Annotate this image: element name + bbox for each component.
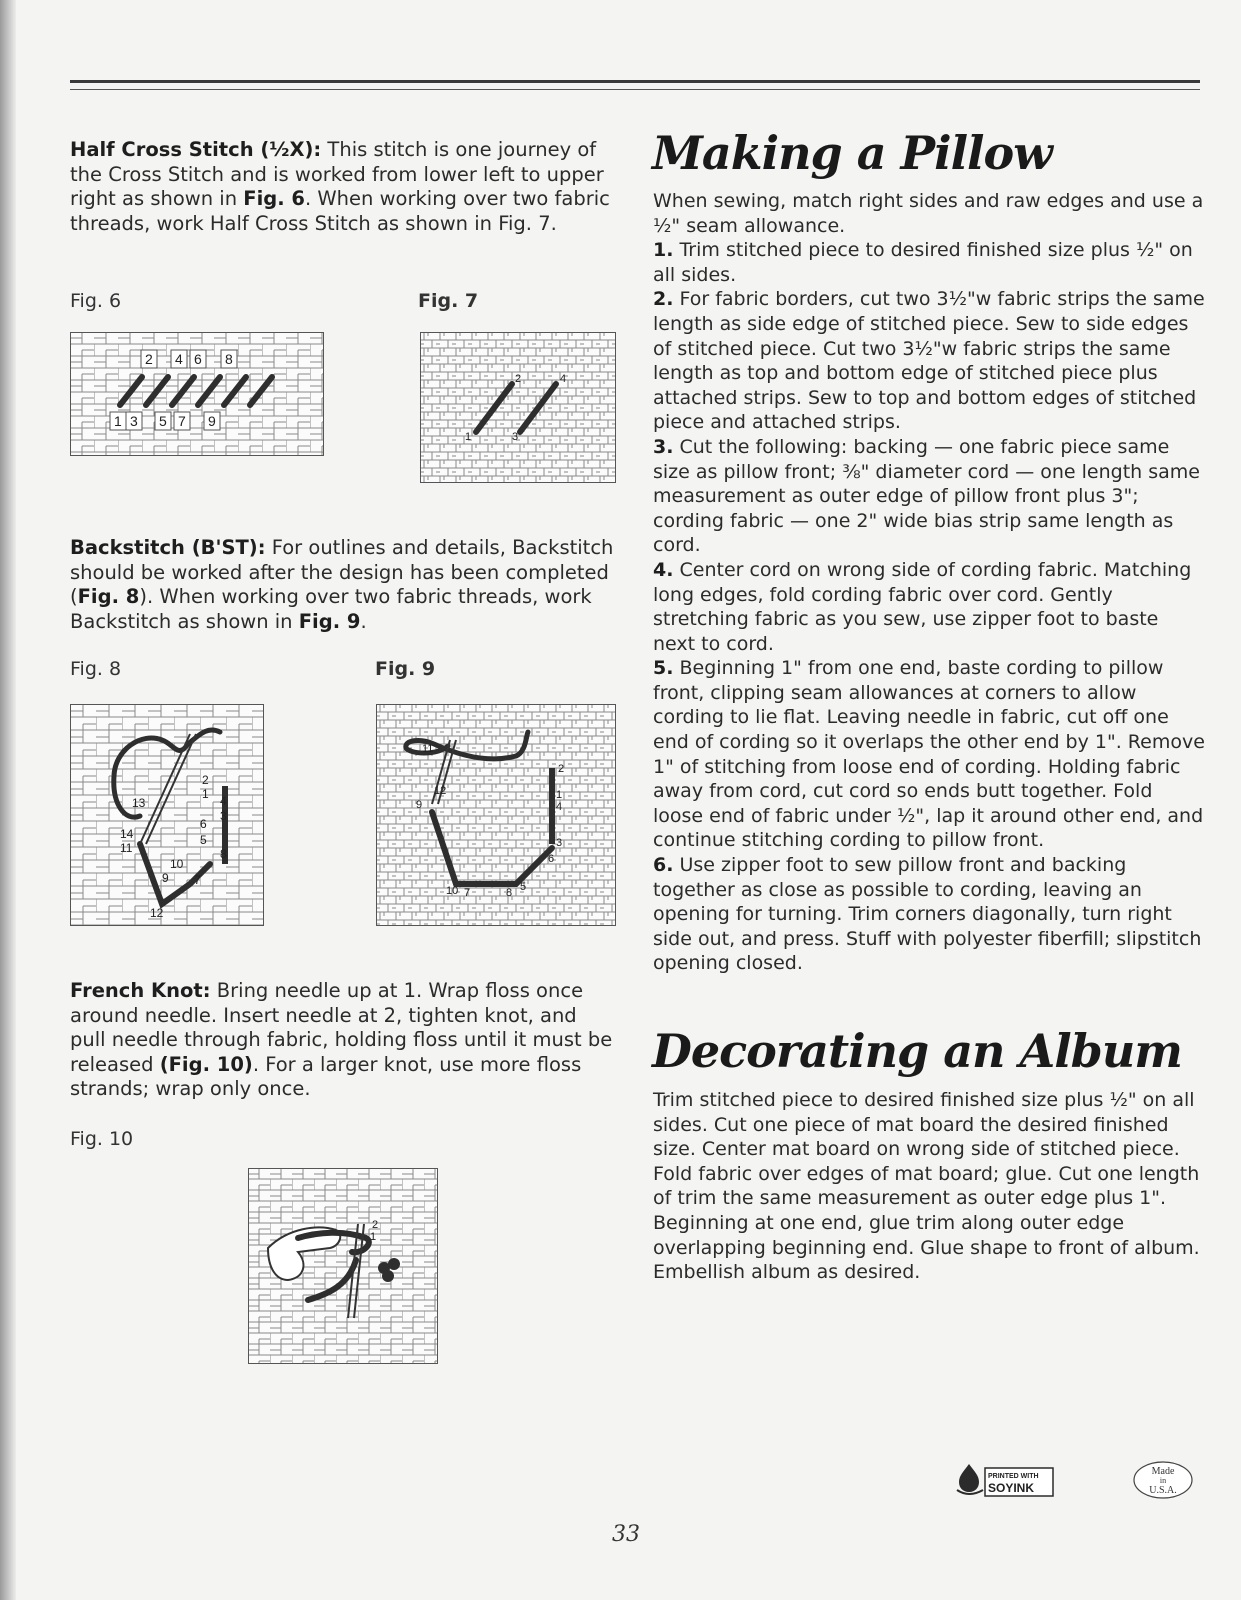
- soy-ink-line2: SOYINK: [988, 1481, 1035, 1495]
- fig9-num-10: 10: [446, 885, 459, 897]
- backstitch-paragraph: Backstitch (B'ST): For outlines and details, Backstitch should be worked after the design has been completed (Fig. 8). When working over two fabric threads, work Backstitch as shown in Fig. 9.: [70, 536, 614, 633]
- fig8-num-1: 1: [202, 787, 209, 801]
- fig8-reference: Fig. 8: [77, 585, 140, 609]
- page-number: 33: [612, 1522, 640, 1547]
- making-a-pillow-heading: Making a Pillow: [652, 126, 1052, 180]
- fig9-num-12: 12: [434, 785, 447, 797]
- made-in-usa-seal: [1132, 1460, 1194, 1500]
- header-rule-thick: [70, 80, 1200, 83]
- fig7-reference: Fig. 7: [498, 211, 551, 235]
- book-binding-shadow: [0, 0, 16, 1600]
- header-rule-thin: [70, 89, 1200, 90]
- fig9-num-5: 5: [520, 881, 527, 893]
- pillow-step-2: 2. For fabric borders, cut two 3½"w fabric strips the same length as side edge of stitched piece. Sew to side edges of stitched piece. Cut two 3½"w fabric strips the same length as top and bottom edge of stitched piece plus attached strips. Sew to top and bottom edges of stitched piece and attached strips.: [653, 288, 1205, 434]
- fig8-num-13: 13: [132, 796, 146, 810]
- fig6-num-9: 9: [208, 413, 216, 429]
- fig6-diagram: [70, 332, 324, 456]
- fig8-num-12: 12: [150, 906, 164, 920]
- fig9-num-6: 6: [548, 853, 555, 865]
- fig6-num-3: 3: [130, 413, 138, 429]
- fig7-diagram: [420, 332, 616, 483]
- half-cross-stitch-paragraph: Half Cross Stitch (½X): This stitch is one journey of the Cross Stitch and is worked from lower left to upper right as shown in Fig. 6. When working over two fabric threads, work Half Cross Stitch as shown in Fig. 7.: [70, 138, 610, 235]
- fig9-num-4: 4: [556, 801, 563, 813]
- fig8-num-10: 10: [170, 857, 184, 871]
- fig6-num-6: 6: [194, 351, 202, 367]
- half-cross-stitch-title: Half Cross Stitch (½X):: [70, 138, 322, 161]
- pillow-step-3: 3. Cut the following: backing — one fabric piece same size as pillow front; ⅜" diameter cord — one length same measurement as outer edge of pillow front plus 3"; cording fabric — one 2" wide bias strip same length as cord.: [653, 435, 1200, 557]
- fig6-num-8: 8: [225, 351, 233, 367]
- fig7-label: Fig. 7: [418, 290, 479, 312]
- fig9-num-1: 1: [556, 789, 563, 801]
- fig10-diagram: [248, 1168, 438, 1364]
- fig8-num-3: 3: [220, 809, 227, 823]
- fig9-num-7: 7: [464, 887, 471, 899]
- fig8-num-8: 8: [220, 847, 227, 861]
- fig6-num-5: 5: [159, 413, 167, 429]
- usa-line3: U.S.A.: [1149, 1485, 1177, 1496]
- fig9-num-9: 9: [416, 799, 423, 811]
- fig9-num-2: 2: [558, 763, 565, 775]
- fig8-num-4: 4: [220, 794, 227, 808]
- fig8-num-7: 7: [194, 873, 201, 887]
- fig7-num-2: 2: [515, 373, 522, 385]
- fig8-num-14: 14: [120, 827, 134, 841]
- usa-line1: Made: [1151, 1466, 1175, 1477]
- fig10-label: Fig. 10: [70, 1128, 134, 1150]
- fig6-label: Fig. 6: [70, 290, 122, 312]
- fig8-diagram: [70, 704, 264, 926]
- fig6-num-2: 2: [145, 351, 153, 367]
- fig6-num-1: 1: [114, 413, 122, 429]
- french-knot-paragraph: French Knot: Bring needle up at 1. Wrap floss once around needle. Insert needle at 2, tighten knot, and pull needle through fabric, holding floss until it must be released (Fig. 10). For a larger knot, use more floss strands; wrap only once.: [70, 979, 613, 1101]
- fig8-num-11: 11: [120, 841, 133, 855]
- usa-line2: in: [1159, 1476, 1167, 1485]
- fig8-num-6: 6: [200, 817, 207, 831]
- pillow-step-4: 4. Center cord on wrong side of cording fabric. Matching long edges, fold cording fabric over cord. Gently stretching fabric as you sew, use zipper foot to baste next to cord.: [653, 558, 1192, 655]
- fig10-num-1: 1: [370, 1231, 377, 1243]
- fig9-label: Fig. 9: [375, 658, 436, 680]
- fig6-num-4: 4: [175, 351, 183, 367]
- album-instructions: Trim stitched piece to desired finished size plus ½" on all sides. Cut one piece of mat board the desired finished size. Center mat board on wrong side of stitched piece. Fold fabric over edges of mat board; glue. Cut one length of trim the same measurement as outer edge plus 1". Beginning at one end, glue trim along outer edge overlapping beginning end. Glue shape to front of album. Embellish album as desired.: [653, 1089, 1200, 1284]
- fig9-num-11: 11: [422, 743, 434, 755]
- backstitch-title: Backstitch (B'ST):: [70, 536, 266, 559]
- pillow-step-5: 5. Beginning 1" from one end, baste cording to pillow front, clipping seam allowances at corners to allow cording to lie flat. Leaving needle in fabric, cut off one end of cording so it overlaps the other end by 1". Remove 1" of stitching from loose end of cording. Holding fabric away from cord, cut cord so ends butt together. Fold loose end of fabric under ½", lap it around other end, and continue stitching cording to pillow front.: [653, 657, 1205, 852]
- french-knot-title: French Knot:: [70, 979, 211, 1002]
- soy-ink-line1: PRINTED WITH: [988, 1473, 1039, 1480]
- fig7-num-4: 4: [560, 373, 567, 385]
- fig9-num-8: 8: [506, 887, 513, 899]
- pillow-step-1: 1. Trim stitched piece to desired finished size plus ½" on all sides.: [653, 239, 1193, 286]
- fig10-reference: (Fig. 10): [159, 1052, 253, 1076]
- fig6-reference: Fig. 6: [243, 187, 305, 211]
- pillow-intro: When sewing, match right sides and raw edges and use a ½" seam allowance.: [653, 190, 1204, 237]
- decorating-an-album-heading: Decorating an Album: [652, 1024, 1182, 1078]
- fig9-reference: Fig. 9: [298, 609, 361, 633]
- fig6-num-7: 7: [178, 413, 186, 429]
- fig9-num-3: 3: [556, 837, 563, 849]
- pillow-step-6: 6. Use zipper foot to sew pillow front and backing together as close as possible to cording, leaving an opening for turning. Trim corners diagonally, turn right side out, and press. Stuff with polyester fiberfill; slipstitch opening closed.: [653, 854, 1202, 975]
- fig7-num-3: 3: [512, 431, 519, 443]
- pillow-instructions: [653, 189, 1205, 976]
- fig8-num-2: 2: [202, 773, 209, 787]
- fig9-diagram: [376, 704, 616, 926]
- fig8-label: Fig. 8: [70, 658, 122, 680]
- fig8-num-5: 5: [200, 833, 207, 847]
- fig7-num-1: 1: [465, 431, 472, 443]
- soy-ink-logo: [955, 1460, 1055, 1500]
- fig8-num-9: 9: [162, 871, 169, 885]
- fig10-num-2: 2: [372, 1219, 379, 1231]
